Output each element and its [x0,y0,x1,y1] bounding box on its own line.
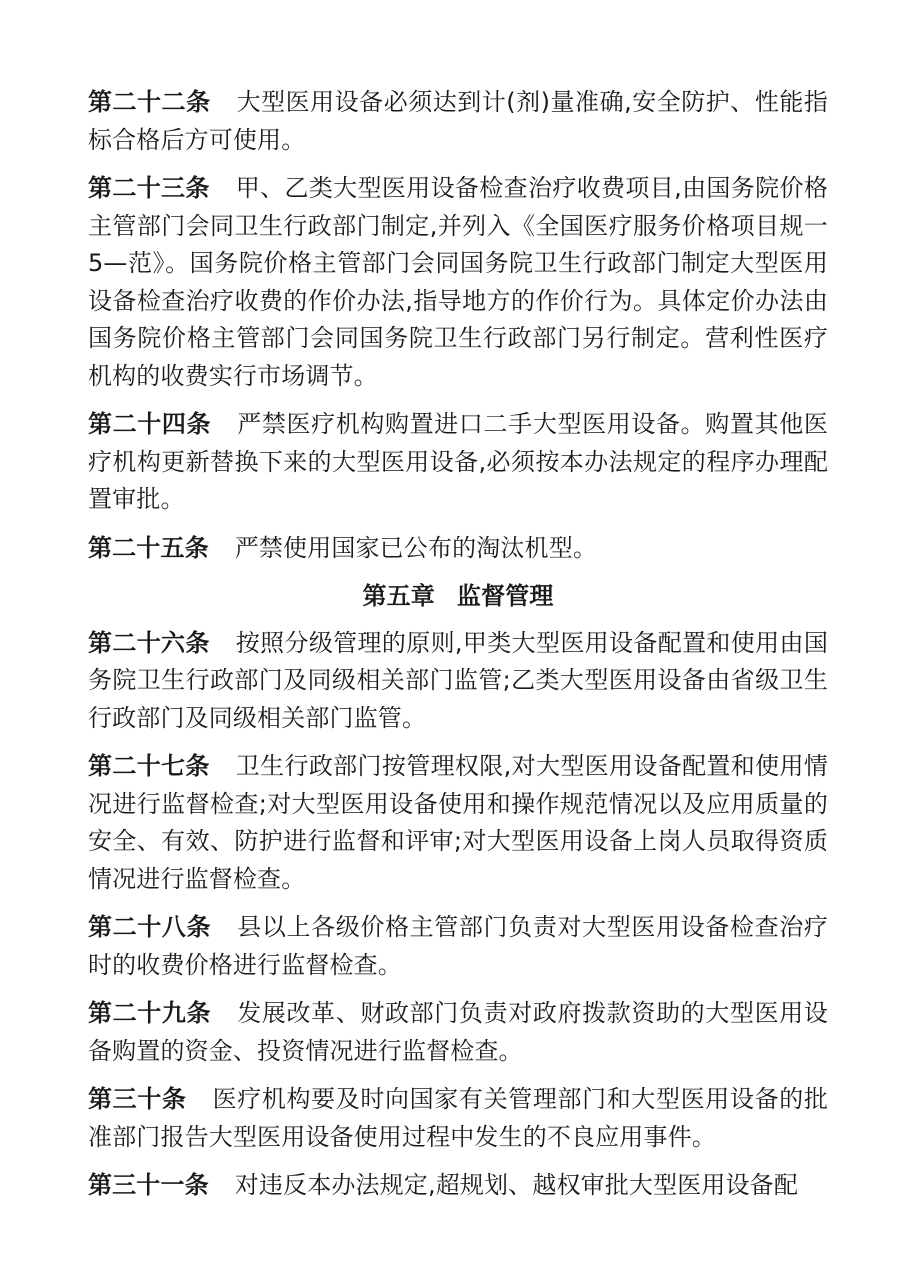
chapter-number: 第五章 [362,582,435,610]
article-number: 第二十五条 [88,533,209,562]
article-text: 县以上各级价格主管部门负责对大型医用设备检查治疗时的收费价格进行监督检查。 [88,913,828,979]
article-text: 甲、乙类大型医用设备检查治疗收费项目,由国务院价格主管部门会同卫生行政部门制定,并列入《全国医疗服务价格项目规一5—范》。国务院价格主管部门会同国务院卫生行政部门制定大型医用设备检查治疗收费的作价办法,指导地方的作价行为。具体定价办法由国务院价格主管部门会同国务院卫生行政部门另行制定。营利性医疗机构的收费实行市场调节。 [88,174,828,390]
article-28 [88,909,828,984]
article-text: 严禁医疗机构购置进口二手大型医用设备。购置其他医疗机构更新替换下来的大型医用设备,必须按本办法规定的程序办理配置审批。 [88,410,828,513]
article-number: 第二十六条 [88,628,210,657]
article-text: 按照分级管理的原则,甲类大型医用设备配置和使用由国务院卫生行政部门及同级相关部门监管;乙类大型医用设备由省级卫生行政部门及同级相关部门监管。 [88,628,828,732]
article-31 [88,1167,828,1205]
article-30 [88,1081,828,1156]
article-text: 发展改革、财政部门负责对政府拨款资助的大型医用设备购置的资金、投资情况进行监督检查。 [88,999,828,1065]
article-22 [88,84,828,159]
article-number: 第二十三条 [88,174,210,202]
chapter-heading [88,578,828,616]
article-23 [88,170,828,395]
article-26 [88,625,828,738]
article-number: 第二十九条 [88,999,212,1027]
chapter-title: 监督管理 [456,582,554,610]
article-number: 第三十一条 [88,1171,209,1199]
article-text: 医疗机构要及时向国家有关管理部门和大型医用设备的批准部门报告大型医用设备使用过程中发生的不良应用事件。 [88,1085,829,1151]
article-text: 对违反本办法规定,超规划、越权审批大型医用设备配 [234,1171,798,1199]
article-27 [88,748,828,898]
article-number: 第二十八条 [88,913,212,941]
article-number: 第二十二条 [88,88,211,116]
article-text: 严禁使用国家已公布的淘汰机型。 [234,533,597,562]
article-29 [88,995,828,1070]
document-page [88,84,828,1216]
article-number: 第二十七条 [88,752,210,780]
article-number: 第二十四条 [88,410,212,438]
article-25 [88,530,828,568]
article-text: 大型医用设备必须达到计(剂)量准确,安全防护、性能指标合格后方可使用。 [88,88,829,154]
article-24 [88,406,828,519]
article-text: 卫生行政部门按管理权限,对大型医用设备配置和使用情况进行监督检查;对大型医用设备使用和操作规范情况以及应用质量的安全、有效、防护进行监督和评审;对大型医用设备上岗人员取得资质情况进行监督检查。 [88,752,828,893]
article-number: 第三十条 [88,1085,187,1113]
